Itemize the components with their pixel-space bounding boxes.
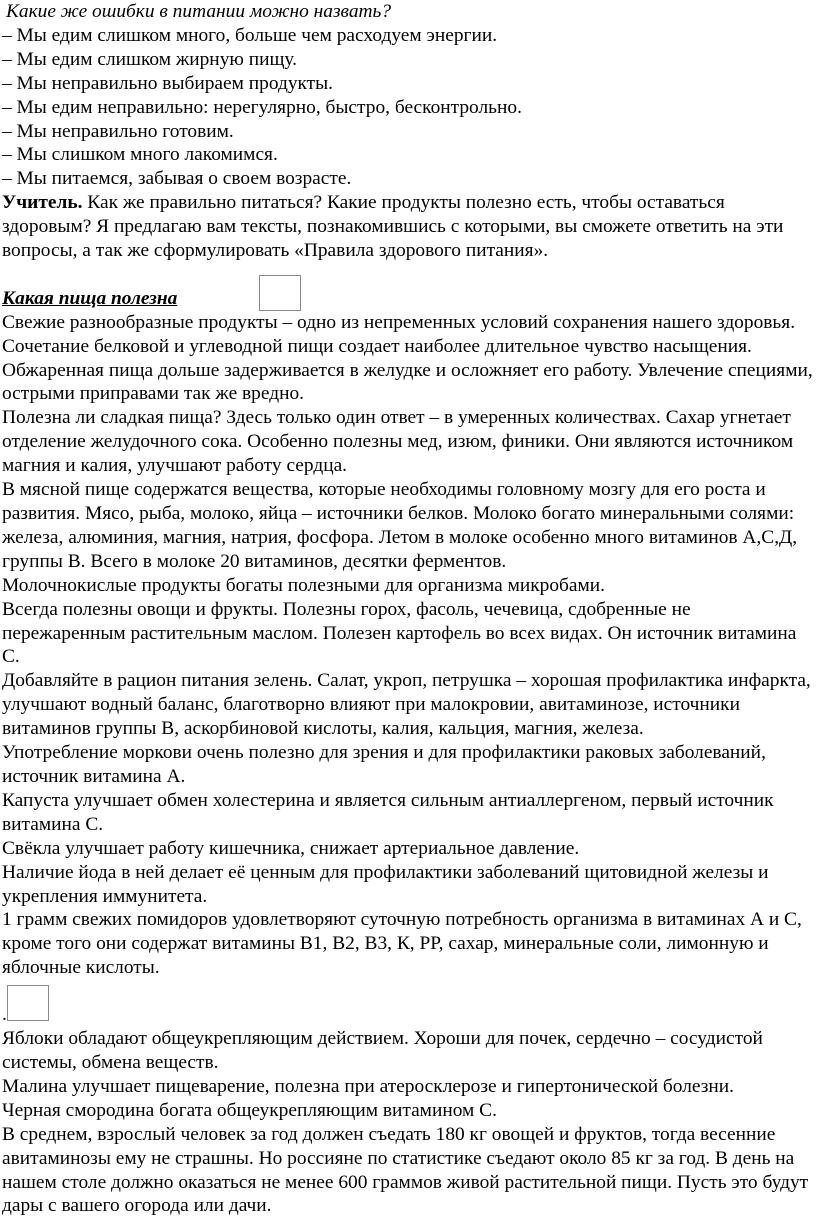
body-paragraph: Малина улучшает пищеварение, полезна при атеросклерозе и гипертонической болезни. xyxy=(2,1075,735,1097)
body-paragraph: Яблоки обладают общеукрепляющим действием. Хороши для почек, сердечно – сосудистой системы, обмена веществ. xyxy=(2,1028,763,1074)
dot-marker: . xyxy=(2,1004,7,1026)
body-paragraph: Капуста улучшает обмен холестерина и является сильным антиаллергеном, первый источник витамина С. xyxy=(2,789,774,835)
body-paragraph: Свёкла улучшает работу кишечника, снижает артериальное давление. xyxy=(2,837,580,859)
body-paragraph: Полезна ли сладкая пища? Здесь только один ответ – в умеренных количествах. Сахар угнетает отделение желудочного сока. Особенно полезны мед, изюм, финики. Они являются источником магния и калия, улучшают работу сердца. xyxy=(2,407,794,477)
body-paragraph: Молочнокислые продукты богаты полезными для организма микробами. xyxy=(2,574,606,596)
document-page xyxy=(2,0,816,1218)
body-paragraph: Наличие йода в ней делает её ценным для профилактики заболеваний щитовидной железы и укрепления иммунитета. xyxy=(2,861,769,907)
body-paragraph: В среднем, взрослый человек за год должен съедать 180 кг овощей и фруктов, тогда весенние авитаминозы ему не страшны. Но россияне по статистике съедают около 85 кг за год. В день на нашем столе должно оказаться не менее 600 граммов живой растительной пищи. Пусть это будут дары с вашего огорода или дачи. xyxy=(2,1123,809,1217)
intro-question: Какие же ошибки в питании можно назвать? xyxy=(6,1,392,22)
section-heading: Какая пища полезна xyxy=(2,287,178,309)
body-paragraph: Свежие разнообразные продукты – одно из непременных условий сохранения нашего здоровья. Сочетание белковой и углеводной пищи создает наиболее длительное чувство насыщения. Обжаренная пища дольше задерживается в желудке и осложняет его работу. Увлечение специями, острыми приправами так же вредно. xyxy=(2,311,813,405)
teacher-paragraph xyxy=(2,191,816,263)
mistake-item: – Мы неправильно выбираем продукты. xyxy=(2,72,334,94)
teacher-text: Как же правильно питаться? Какие продукты полезно есть, чтобы оставаться здоровым? Я предлагаю вам тексты, познакомившись с которыми, вы сможете ответить на эти вопросы, а так же сформулировать «Правила здорового питания». xyxy=(2,192,784,262)
body-paragraph: Всегда полезны овощи и фрукты. Полезны горох, фасоль, чечевица, сдобренные не пережаренным растительным маслом. Полезен картофель во всех видах. Он источник витамина С. xyxy=(2,598,797,668)
mistake-item: – Мы едим неправильно: нерегулярно, быстро, бесконтрольно. xyxy=(2,96,522,118)
image-placeholder-box xyxy=(7,985,49,1021)
body-paragraph: В мясной пище содержатся вещества, которые необходимы головному мозгу для его роста и развития. Мясо, рыба, молоко, яйца – источники белков. Молоко богато минеральными солями: железа, алюминия, магния, натрия, фосфора. Летом в молоке особенно много витаминов А,С,Д, группы В. Всего в молоке 20 витаминов, десятки ферментов. xyxy=(2,479,798,572)
mistake-item: – Мы едим слишком много, больше чем расходуем энергии. xyxy=(2,24,498,46)
mistake-item: – Мы неправильно готовим. xyxy=(2,120,234,142)
image-placeholder-line xyxy=(2,980,816,1027)
body-paragraph: 1 грамм свежих помидоров удовлетворяют суточную потребность организма в витаминах А и С, кроме того они содержат витамины В1, В2, В3, К, РР, сахар, минеральные соли, лимонную и яблочные кислоты. xyxy=(2,909,802,979)
mistake-item: – Мы слишком много лакомимся. xyxy=(2,144,278,166)
body-paragraph: Употребление моркови очень полезно для зрения и для профилактики раковых заболеваний, источник витамина А. xyxy=(2,742,766,787)
blank-line xyxy=(2,263,816,287)
mistake-item: – Мы едим слишком жирную пищу. xyxy=(2,48,298,70)
body-paragraph: Черная смородина богата общеукрепляющим витамином С. xyxy=(2,1099,497,1121)
body-paragraph: Добавляйте в рацион питания зелень. Салат, укроп, петрушка – хорошая профилактика инфаркта, улучшают водный баланс, благотворно влияют при малокровии, авитаминозе, источники витаминов группы В, аскорбиновой кислоты, калия, кальция, магния, железа. xyxy=(2,670,811,740)
image-placeholder-box xyxy=(259,275,301,311)
teacher-label: Учитель. xyxy=(2,192,83,214)
mistake-item: – Мы питаемся, забывая о своем возрасте. xyxy=(2,168,352,190)
